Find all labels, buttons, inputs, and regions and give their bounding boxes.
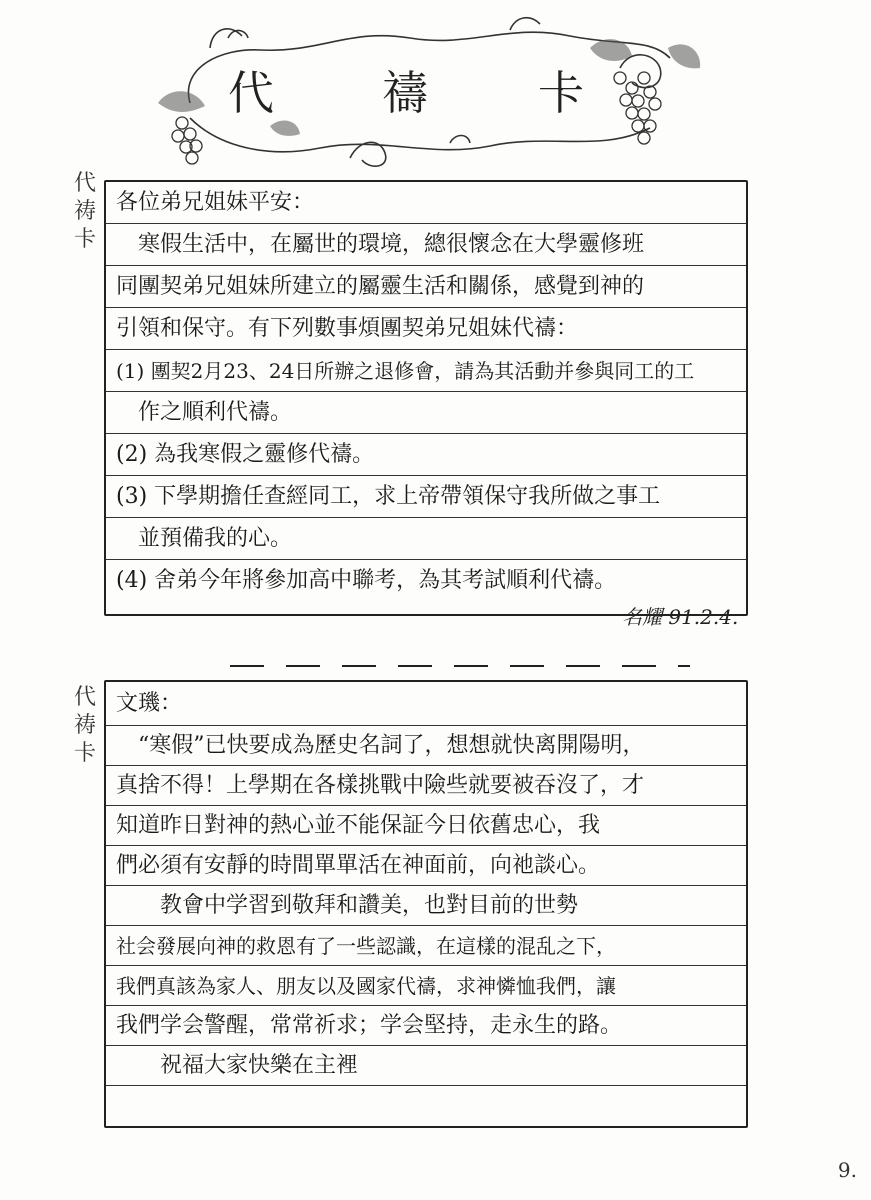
card2-line: 祝福大家快樂在主裡	[106, 1046, 746, 1086]
cut-line	[230, 664, 690, 668]
card2-line: “寒假”已快要成為歷史名詞了，想想就快离開陽明，	[106, 726, 746, 766]
prayer-card-1	[104, 180, 748, 616]
card1-line: (1) 團契2月23、24日所辦之退修會，請為其活動并參與同工的工	[106, 350, 746, 392]
card2-line: 文璣：	[106, 682, 746, 726]
card2-line: 真捨不得！上學期在各樣挑戰中險些就要被吞沒了，才	[106, 766, 746, 806]
card2-line: 我們真該為家人、朋友以及國家代禱，求神憐恤我們，讓	[106, 966, 746, 1006]
card2-line	[106, 1086, 746, 1124]
title-char-2: 禱	[382, 66, 430, 120]
signature: 名耀 91.2.4.	[622, 605, 739, 629]
card1-line: (2) 為我寒假之靈修代禱。	[106, 434, 746, 476]
card2-line: 知道昨日對神的熱心並不能保証今日依舊忠心，我	[106, 806, 746, 846]
title-char-3: 卡	[538, 66, 586, 120]
side-label-2: 代 祷 卡	[73, 685, 96, 766]
card1-line: 並預備我的心。	[106, 518, 746, 560]
card1-line: 寒假生活中，在屬世的環境，總很懷念在大學靈修班	[106, 224, 746, 266]
title-char-1: 代	[228, 66, 276, 120]
prayer-card-2	[104, 680, 748, 1128]
card1-line: (3) 下學期擔任查經同工，求上帝帶領保守我所做之事工	[106, 476, 746, 518]
card2-line: 我們学会警醒，常常祈求；学会堅持，走永生的路。	[106, 1006, 746, 1046]
card2-line: 教會中学習到敬拜和讚美，也對目前的世勢	[106, 886, 746, 926]
card1-line: 各位弟兄姐妹平安：	[106, 182, 746, 224]
card2-line: 社会發展向神的救恩有了一些認識，在這樣的混乱之下，	[106, 926, 746, 966]
card1-line: (4) 舍弟今年將參加高中聯考，為其考試順利代禱。	[116, 568, 617, 593]
card1-line: 作之順利代禱。	[106, 392, 746, 434]
card1-line: 同團契弟兄姐妹所建立的屬靈生活和關係，感覺到神的	[106, 266, 746, 308]
side-label-1: 代 祷 卡	[73, 171, 96, 252]
card1-line: 引領和保守。有下列數事煩團契弟兄姐妹代禱：	[106, 308, 746, 350]
page-number: 9.	[837, 1158, 857, 1182]
card2-line: 們必須有安靜的時間單單活在神面前，向祂談心。	[106, 846, 746, 886]
